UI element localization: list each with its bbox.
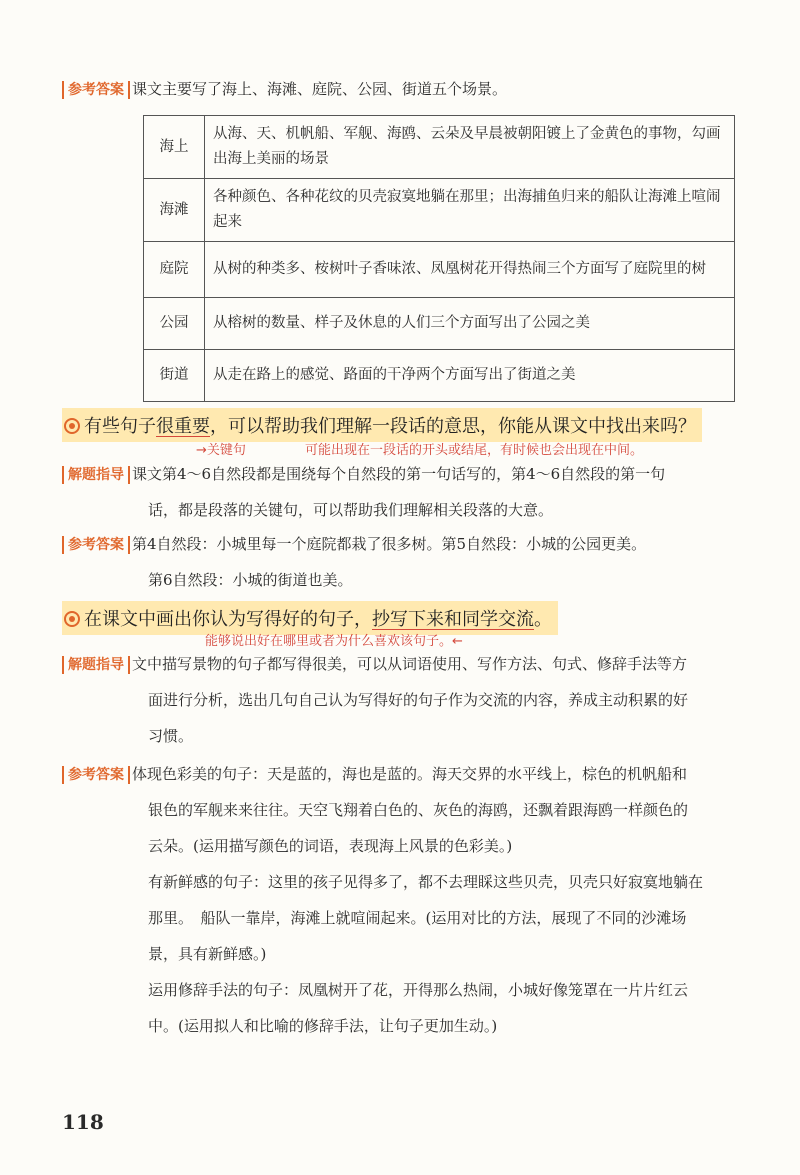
answer-3 [62, 756, 750, 1044]
answer-3-line: 中。(运用拟人和比喻的修辞手法，让句子更加生动。) [148, 1017, 498, 1035]
scenes-table [143, 115, 735, 402]
answer-1 [62, 76, 750, 102]
guide-3-line: 文中描写景物的句子都写得很美，可以从词语使用、写作方法、句式、修辞手法等方 [132, 655, 688, 673]
scene-name: 海滩 [144, 179, 205, 242]
guide-2-line: 课文第4～6自然段都是围绕每个自然段的第一句话写的，第4～6自然段的第一句 [132, 465, 666, 483]
guide-3-line: 习惯。 [148, 727, 194, 745]
table-row [144, 179, 735, 242]
page-number: 118 [62, 1110, 104, 1134]
guide-tag: 解题指导 [62, 466, 130, 484]
q3-title-pre: 在课文中画出你认为写得好的句子， [84, 609, 372, 630]
scene-name: 公园 [144, 298, 205, 350]
answer-tag: 参考答案 [62, 81, 130, 99]
guide-2-line: 话，都是段落的关键句，可以帮助我们理解相关段落的大意。 [148, 501, 554, 519]
answer-tag: 参考答案 [62, 536, 130, 554]
note-why-text: 能够说出好在哪里或者为什么喜欢该句子。 [205, 634, 453, 649]
question-2-title [62, 408, 702, 442]
table-row [144, 242, 735, 298]
bullet-icon [64, 418, 80, 434]
scene-name: 庭院 [144, 242, 205, 298]
answer-3-line: 银色的军舰来来往往。天空飞翔着白色的、灰色的海鸥，还飘着跟海鸥一样颜色的 [148, 801, 689, 819]
answer-3-line: 运用修辞手法的句子：凤凰树开了花，开得那么热闹，小城好像笼罩在一片片红云 [148, 981, 689, 999]
guide-2 [62, 456, 750, 528]
table-row [144, 298, 735, 350]
note-position: 可能出现在一段话的开头或结尾，有时候也会出现在中间。 [305, 443, 644, 458]
scene-desc: 从海、天、机帆船、军舰、海鸥、云朵及早晨被朝阳镀上了金黄色的事物，勾画出海上美丽的场景 [205, 116, 735, 179]
answer-2 [62, 526, 750, 598]
answer-3-line: 有新鲜感的句子：这里的孩子见得多了，都不去理睬这些贝壳，贝壳只好寂寞地躺在 [148, 873, 704, 891]
guide-tag: 解题指导 [62, 656, 130, 674]
answer-2-line: 第4自然段：小城里每一个庭院都栽了很多树。第5自然段：小城的公园更美。 [132, 535, 647, 553]
q2-title-post: ，可以帮助我们理解一段话的意思，你能从课文中找出来吗？ [210, 416, 696, 437]
answer-tag: 参考答案 [62, 766, 130, 784]
guide-3 [62, 646, 750, 754]
scene-name: 街道 [144, 350, 205, 402]
table-row [144, 116, 735, 179]
scene-name: 海上 [144, 116, 205, 179]
scene-desc: 各种颜色、各种花纹的贝壳寂寞地躺在那里；出海捕鱼归来的船队让海滩上喧闹起来 [205, 179, 735, 242]
answer-2-line: 第6自然段：小城的街道也美。 [148, 571, 353, 589]
q2-title-pre: 有些句子 [84, 416, 156, 437]
bullet-icon [64, 611, 80, 627]
answer-3-line: 体现色彩美的句子：天是蓝的，海也是蓝的。海天交界的水平线上，棕色的机帆船和 [132, 765, 688, 783]
scene-desc: 从榕树的数量、样子及休息的人们三个方面写出了公园之美 [205, 298, 735, 350]
q3-title-post: 。 [534, 609, 552, 630]
note-key-text: 关键句 [206, 443, 246, 458]
arrow-icon: ← [452, 634, 463, 649]
q2-title-underlined: 很重要 [156, 416, 210, 437]
guide-3-line: 面进行分析，选出几句自己认为写得好的句子作为交流的内容，养成主动积累的好 [148, 691, 689, 709]
table-row [144, 350, 735, 402]
scene-desc: 从走在路上的感觉、路面的干净两个方面写出了街道之美 [205, 350, 735, 402]
scene-desc: 从树的种类多、桉树叶子香味浓、凤凰树花开得热闹三个方面写了庭院里的树 [205, 242, 735, 298]
answer-1-text: 课文主要写了海上、海滩、庭院、公园、街道五个场景。 [132, 80, 508, 98]
answer-3-line: 那里。 船队一靠岸，海滩上就喧闹起来。(运用对比的方法，展现了不同的沙滩场 [148, 909, 687, 927]
arrow-icon: → [196, 443, 207, 458]
q3-title-underlined: 抄写下来和同学交流 [372, 609, 534, 630]
answer-3-line: 云朵。(运用描写颜色的词语，表现海上风景的色彩美。) [148, 837, 513, 855]
answer-3-line: 景，具有新鲜感。) [148, 945, 267, 963]
